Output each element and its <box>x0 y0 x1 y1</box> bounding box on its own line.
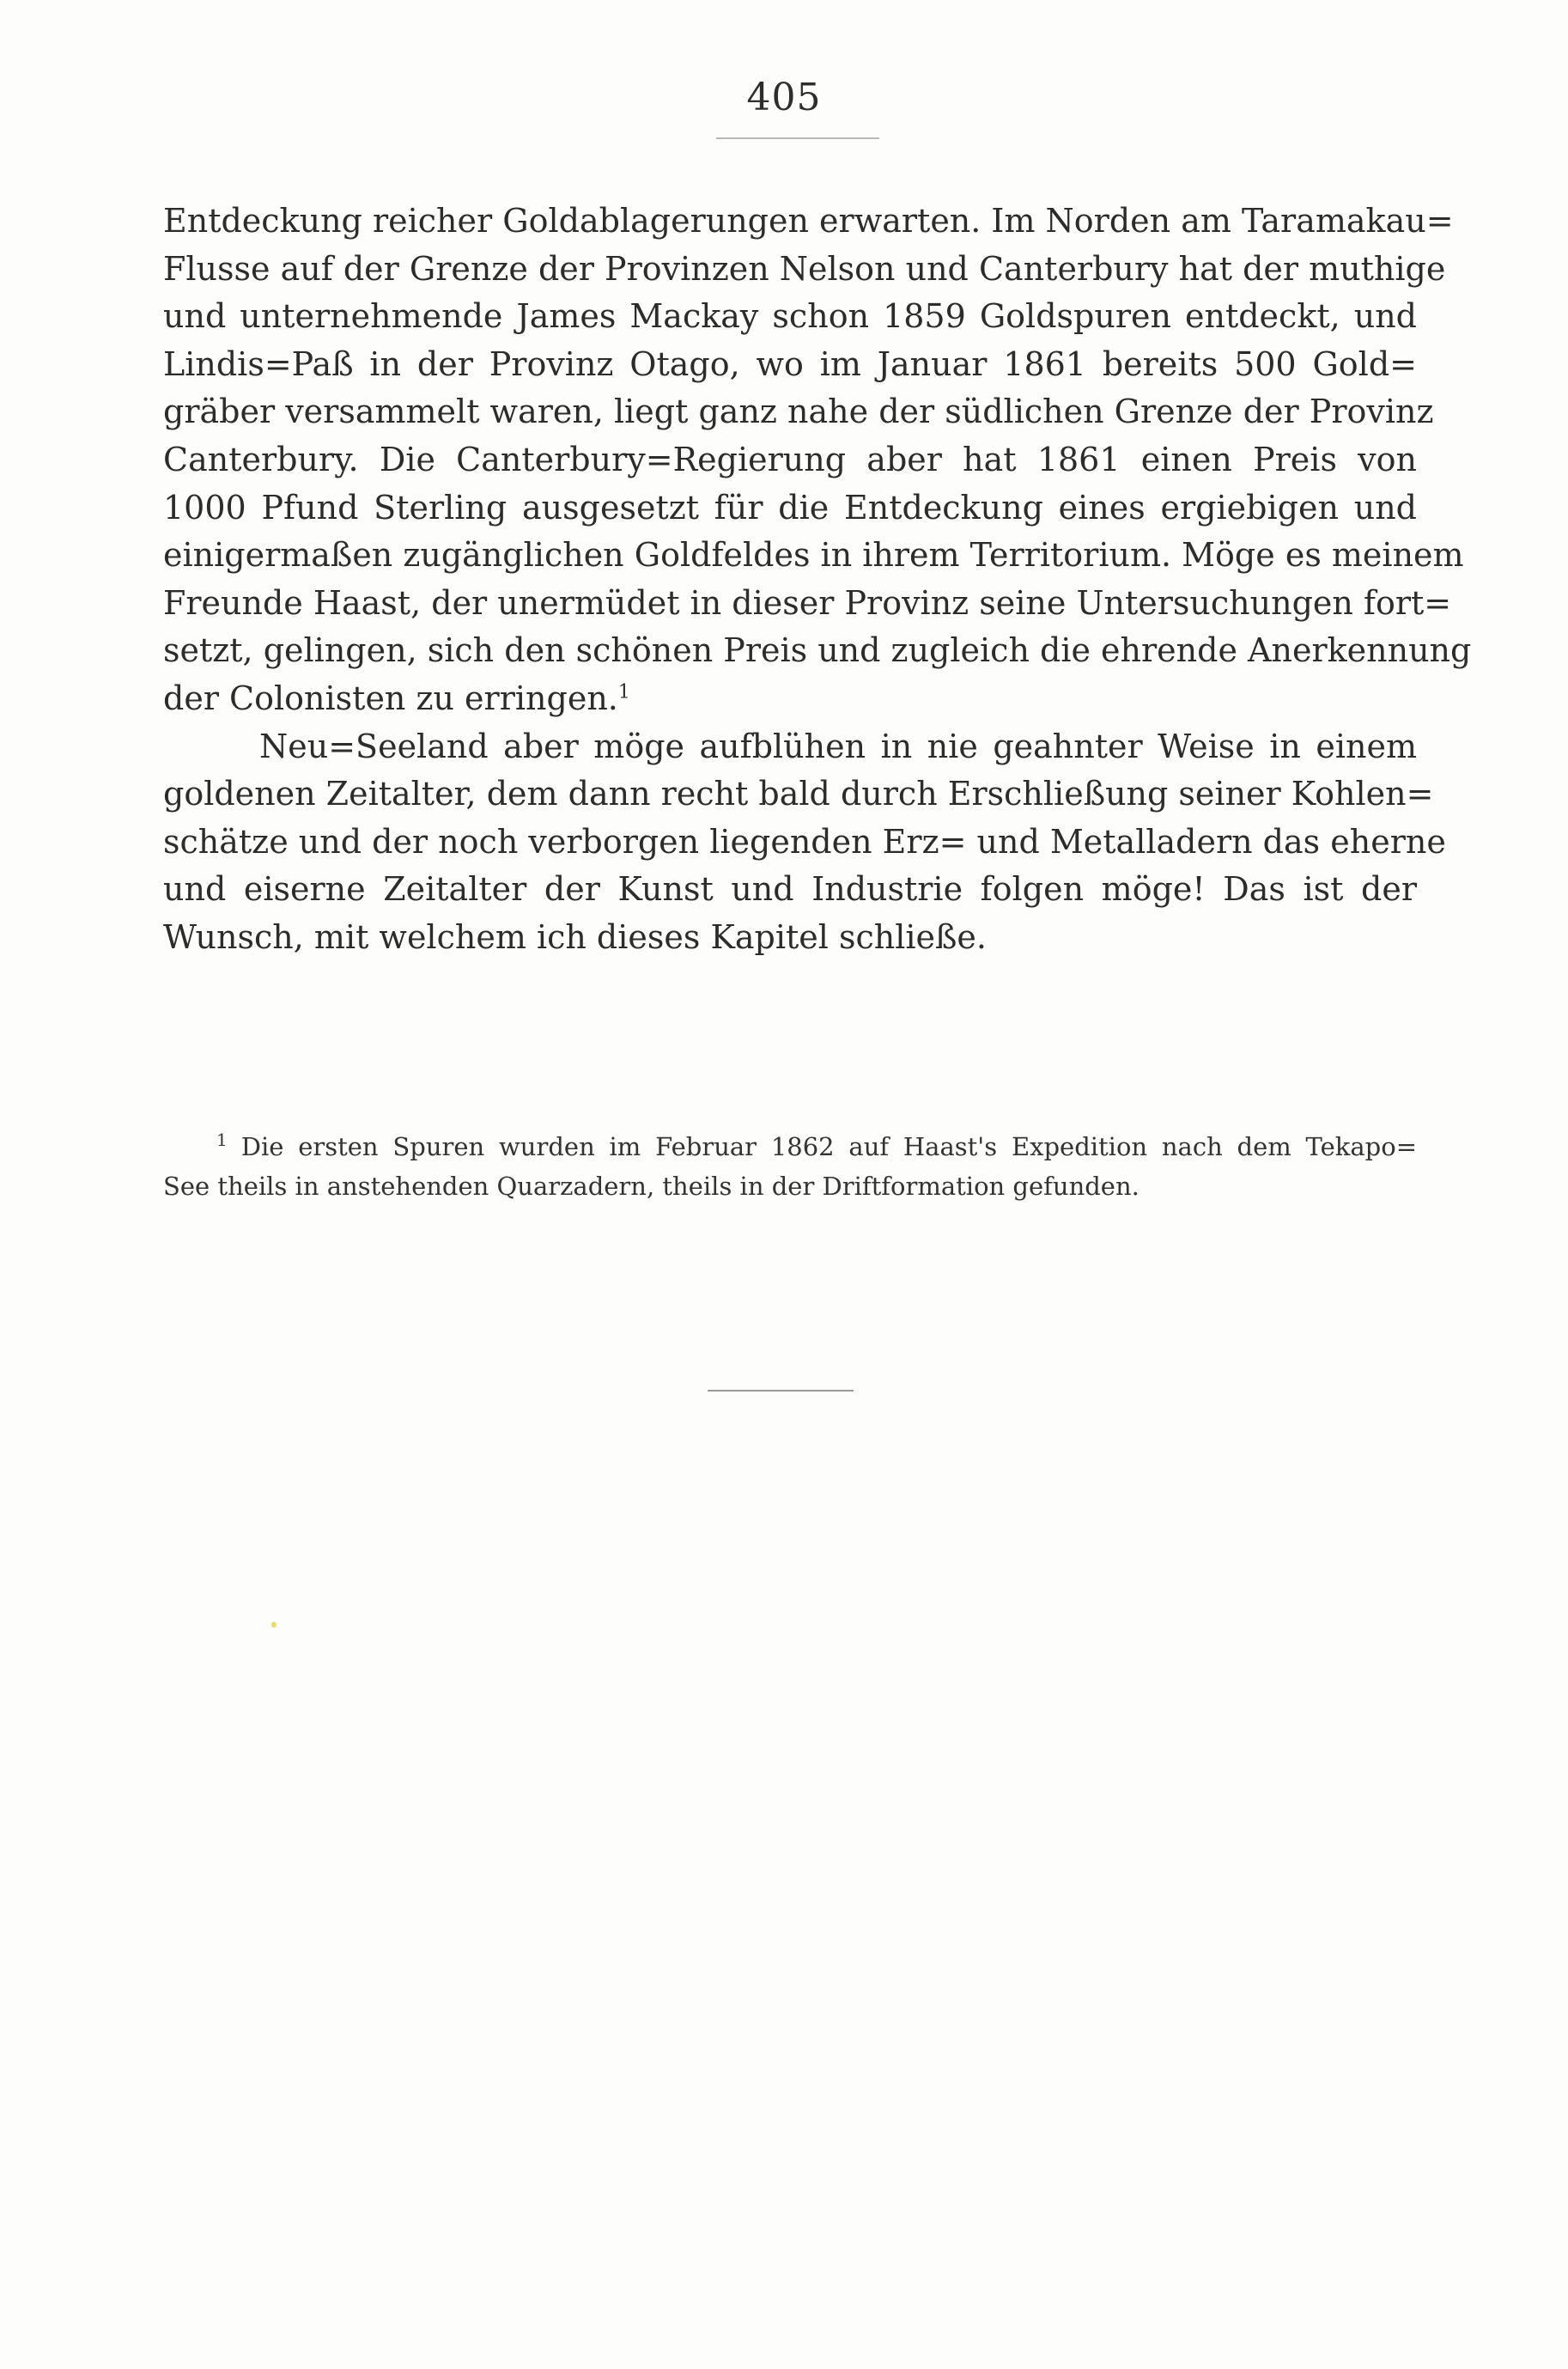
footnote-text: Die ersten Spuren wurden im Februar 1862 auf Haast's Expedition nach dem Tekapo= <box>240 1132 1417 1161</box>
footnote-reference: 1 <box>617 681 630 703</box>
text-line: Neu=Seeland aber möge aufblühen in nie geahnter Weise in einem <box>259 727 1417 765</box>
text-line: Canterbury. Die Canterbury=Regierung aber hat 1861 einen Preis von <box>163 440 1417 478</box>
footnotes <box>163 1127 1417 1206</box>
text-line: Freunde Haast, der unermüdet in dieser Provinz seine Untersuchungen fort= <box>163 583 1452 622</box>
text-line: gräber versammelt waren, liegt ganz nahe der südlichen Grenze der Provinz <box>163 393 1434 431</box>
text-line: Flusse auf der Grenze der Provinzen Nelson und Canterbury hat der muthige <box>163 249 1446 288</box>
text-line-with-footnote <box>163 675 1417 723</box>
section-end-rule <box>708 1390 854 1392</box>
text-line: und eiserne Zeitalter der Kunst und Industrie folgen möge! Das ist der <box>163 870 1417 909</box>
text-line: Wunsch, mit welchem ich dieses Kapitel schließe. <box>163 917 987 956</box>
body-text <box>163 198 1472 962</box>
header-rule <box>716 137 879 139</box>
text-line: schätze und der noch verborgen liegenden Erz= und Metalladern das eherne <box>163 822 1446 861</box>
text-line: und unternehmende James Mackay schon 1859 Goldspuren entdeckt, und <box>163 297 1417 336</box>
page-number: 405 <box>746 76 822 119</box>
footnote-line: See theils in anstehenden Quarzadern, theils in der Driftformation gefunden. <box>163 1172 1140 1201</box>
footnote-line <box>163 1127 1417 1166</box>
text-line: Lindis=Paß in der Provinz Otago, wo im Januar 1861 bereits 500 Gold= <box>163 344 1417 383</box>
footnote-mark: 1 <box>216 1130 228 1151</box>
text-line: goldenen Zeitalter, dem dann recht bald durch Erschließung seiner Kohlen= <box>163 775 1434 813</box>
text-line: Entdeckung reicher Goldablagerungen erwarten. Im Norden am Taramakau= <box>163 202 1454 240</box>
text-line: setzt, gelingen, sich den schönen Preis und zugleich die ehrende Anerkennung <box>163 631 1472 670</box>
text-line-content: der Colonisten zu erringen. <box>163 679 618 717</box>
paper-speck <box>271 1622 277 1628</box>
text-line: 1000 Pfund Sterling ausgesetzt für die Entdeckung eines ergiebigen und <box>163 488 1417 527</box>
text-line: einigermaßen zugänglichen Goldfeldes in ihrem Territorium. Möge es meinem <box>163 536 1464 575</box>
